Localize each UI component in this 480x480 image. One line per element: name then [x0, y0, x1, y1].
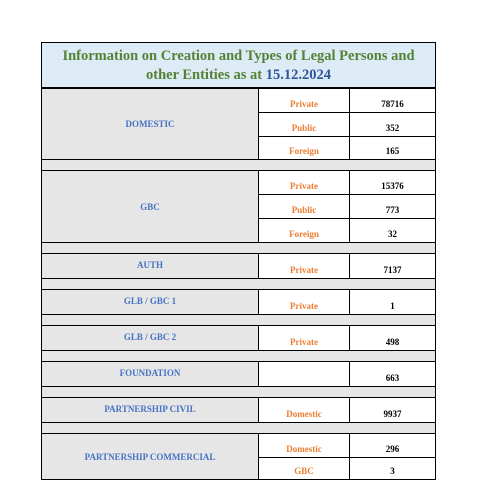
entity-count: 7137 [383, 265, 402, 275]
entity-type: Private [259, 171, 350, 194]
group-auth [42, 254, 435, 278]
title-line-1: Information on Creation and Types of Legal Persons and [62, 48, 415, 64]
row-separator [42, 422, 435, 434]
row-separator [42, 242, 435, 254]
table-row [259, 195, 435, 219]
table-row [259, 362, 435, 386]
group-partnership-commercial [42, 434, 435, 480]
table-row [259, 326, 435, 350]
group-label: DOMESTIC [42, 89, 259, 159]
entity-count: 352 [385, 123, 400, 133]
entity-count: 296 [385, 444, 400, 454]
entity-count: 32 [388, 229, 397, 239]
entity-count: 15376 [381, 181, 404, 191]
table-title [42, 42, 435, 89]
entity-type: Domestic [259, 398, 350, 422]
entity-count: 498 [385, 337, 400, 347]
entity-count: 165 [385, 146, 400, 156]
entity-type: Private [259, 89, 350, 112]
table-row [259, 458, 435, 479]
table-row [259, 398, 435, 422]
row-separator [42, 278, 435, 290]
group-label: FOUNDATION [42, 362, 259, 386]
entity-count: 663 [385, 373, 400, 383]
group-label: GLB / GBC 1 [42, 290, 259, 314]
entity-count: 1 [390, 301, 395, 311]
entity-type: Foreign [259, 219, 350, 242]
row-separator [42, 314, 435, 326]
row-separator [42, 159, 435, 171]
title-line-2 [42, 66, 435, 85]
row-separator [42, 350, 435, 362]
table-row [259, 89, 435, 113]
title-date: 15.12.2024 [265, 67, 331, 83]
entity-type: Domestic [259, 434, 350, 457]
group-glb-gbc-1 [42, 290, 435, 314]
entity-type [259, 362, 350, 386]
group-glb-gbc-2 [42, 326, 435, 350]
group-label: PARTNERSHIP COMMERCIAL [42, 434, 259, 479]
table-row [259, 219, 435, 242]
entity-type: Foreign [259, 137, 350, 159]
row-separator [42, 386, 435, 398]
entity-type: Private [259, 290, 350, 314]
group-domestic [42, 89, 435, 159]
group-partnership-civil [42, 398, 435, 422]
group-foundation [42, 362, 435, 386]
entity-count: 3 [390, 466, 395, 476]
entity-type: GBC [259, 458, 350, 479]
group-gbc [42, 171, 435, 242]
entities-table [41, 42, 436, 480]
table-row [259, 290, 435, 314]
table-row [259, 254, 435, 278]
group-label: GLB / GBC 2 [42, 326, 259, 350]
entity-type: Private [259, 254, 350, 278]
group-label: GBC [42, 171, 259, 242]
table-row [259, 434, 435, 458]
table-row [259, 171, 435, 195]
entity-type: Public [259, 195, 350, 218]
entity-count: 9937 [383, 409, 402, 419]
entity-type: Private [259, 326, 350, 350]
table-row [259, 137, 435, 159]
group-label: AUTH [42, 254, 259, 278]
title-line-2-text: other Entities as at [145, 67, 266, 83]
group-label: PARTNERSHIP CIVIL [42, 398, 259, 422]
entity-type: Public [259, 113, 350, 136]
entity-count: 773 [385, 205, 400, 215]
entity-count: 78716 [381, 99, 404, 109]
table-row [259, 113, 435, 137]
